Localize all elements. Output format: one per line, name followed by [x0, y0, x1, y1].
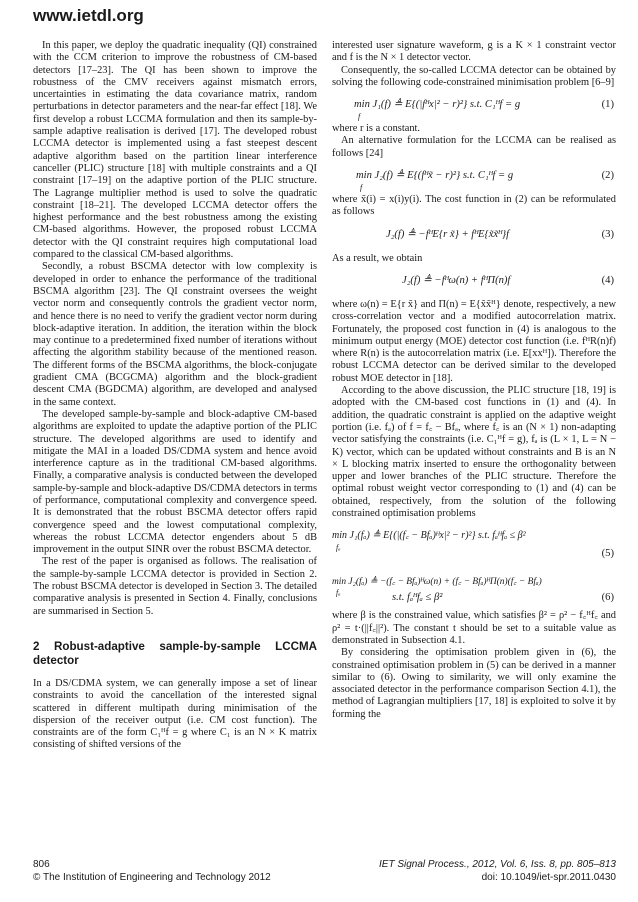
section-heading: 2 Robust-adaptive sample-by-sample LCCMA detector [33, 639, 317, 667]
right-column [332, 40, 616, 721]
equation-4 [332, 265, 616, 299]
equation-body: min J₂(f) ≜ E{(fᴴx̃ − r)²} s.t. C₁ᴴf = g [356, 170, 514, 182]
paragraph: Secondly, a robust BSCMA detector with low complexity is developed in order to enhance the performance of the traditional BSCMA algorithm [23]. The QI constraint oversees the weight vector norm and consequently controls the gradient vector norm, and hence there is no need to verify the gradient vector norm during block-adaptive iteration. In addition, the iteration within the block may continue to a predetermined fixed number of iterations without affecting the algorithm stability because of the mentioned reason. The different forms of the BSCMA algorithms, the block-conjugate gradient CMA (BCGCMA) algorithm and the block-gradient descent CMA (BGDCMA) algorithm, are developed and analysed in the same context. [33, 261, 317, 408]
paragraph: The rest of the paper is organised as follows. The realisation of the sample-by-sample LCCMA detector is provided in Section 2. The robust BSCMA detector is developed in Section 3. The detailed comparative analysis is presented in Section 4. Finally, conclusions are summarised in Section 5. [33, 556, 317, 617]
copyright: © The Institution of Engineering and Technology 2012 [33, 872, 271, 883]
equation-number: (3) [601, 228, 614, 240]
equation-body: min J₁(f) ≜ E{(|fᴴx|² − r)²} s.t. C₁ᴴf = g [354, 99, 521, 111]
equation-2 [332, 160, 616, 194]
paragraph: According to the above discussion, the PLIC structure [18, 19] is adopted with the CM-based cost functions in (1) and (4). In addition, the quadratic constraint is applied on the adaptive weight portion (i.e. fₐ) of f = f꜀ − Bfₐ, where f꜀ is an (N × 1) non-adapting vector satisfying the constraints (i.e. C₁ᴴf = g), fₐ is (L × 1, L = N − K) vector, which can be updated without constraints and B is an N × L blocking matrix inserted to ensure the orthogonality between upper and lower branches of the PLIC structure. Therefore the optimal robust weight vector corresponding to (1) and (4) can be obtained, respectively, from the solution of the following constrained optimisation problems [332, 385, 616, 520]
equation-number: (5) [601, 548, 614, 560]
paragraph: interested user signature waveform, g is a K × 1 constraint vector and f is the N × 1 detector vector. [332, 40, 616, 64]
site-url[interactable]: www.ietdl.org [33, 6, 144, 25]
equation-1 [332, 89, 616, 123]
paragraph: As a result, we obtain [332, 252, 423, 264]
footer-right [379, 858, 616, 884]
equation-subscript: fₐ [336, 588, 341, 598]
equation-constraint: s.t. fₐᴴfₐ ≤ β² [392, 592, 443, 604]
paragraph: An alternative formulation for the LCCMA can be realised as follows [24] [332, 135, 616, 159]
equation-body: J₂(f) ≜ −fᴴω(n) + fᴴΠ(n)f [402, 274, 511, 286]
equation-subscript: f [358, 112, 361, 122]
doi[interactable]: doi: 10.1049/iet-spr.2011.0430 [481, 872, 616, 883]
equation-body: min J₁(fₐ) ≜ E{(|(f꜀ − Bfₐ)ᴴx|² − r)²} s.t. fₐᴴfₐ ≤ β² [332, 530, 526, 542]
paragraph: Consequently, the so-called LCCMA detector can be obtained by solving the following code-constrained minimisation problem [6–9] [332, 64, 616, 88]
footer-left [33, 858, 271, 884]
paragraph: By considering the optimisation problem given in (6), the constrained optimisation problem in (5) can be derived in a manner similar to (6). Owing to similarity, we will only examine the associated detector in the performance comparison Section 4.1), the method of Lagrangian multipliers [17, 18] is exploited to solve it by forming the [332, 647, 616, 720]
journal-citation: IET Signal Process., 2012, Vol. 6, Iss. 8, pp. 805–813 [379, 859, 616, 870]
page-number: 806 [33, 859, 50, 870]
paragraph: where ω(n) = E{r x̃} and Π(n) = E{x̃x̃ᴴ} denote, respectively, a new cross-correlation vector and a modified autocorrelation matrix. Fortunately, the proposed cost function in (4) is analogous to the minimum output energy (MOE) detector cost function (i.e. fᴴR(n)f) where R(n) is the autocorrelation matrix (i.e. E[xxᴴ]). Therefore the robust LCCMA detector can be derived similar to the developed robust MOE detector in [18]. [332, 298, 616, 384]
equation-subscript: fₐ [336, 543, 341, 553]
equation-number: (4) [601, 274, 614, 286]
paragraph: In a DS/CDMA system, we can generally impose a set of linear constraints to avoid the cancellation of the interested signal scattered in different multipath during minimisation of the dispersion of the receiver output (i.e. CM cost function). The constraints are of the form C₁ᴴf = g where C₁ is an N × K matrix consisting of shifted versions of the [33, 677, 317, 751]
equation-number: (6) [601, 592, 614, 604]
paragraph: The developed sample-by-sample and block-adaptive CM-based algorithms are exploited to update the adaptive portion of the PLIC structure. The developed algorithms are used to identify and mitigate the MAI in a loaded DS/CDMA system and hence avoid interference capture as in the traditional CM-based algorithms. Finally, a comparative analysis is conducted between the developed sample-by-sample and block-adaptive DS/CDMA detectors in terms of performance, computational complexity and convergence speed. It is demonstrated that the robust BSCMA detector offers rapid convergence speed and the lowest computational complexity, whereas the robust LCCMA detector engenders about 5 dB improvement in the output SINR over the robust BSCMA detector. [33, 408, 317, 556]
equation-body: min J₂(fₐ) ≜ −(f꜀ − Bfₐ)ᴴω(n) + (f꜀ − Bfₐ)ᴴΠ(n)(f꜀ − Bfₐ) [332, 577, 542, 588]
equation-5 [332, 520, 616, 566]
equation-number: (1) [601, 99, 614, 111]
paragraph: In this paper, we deploy the quadratic inequality (QI) constrained with the CCM criterion to improve the robustness of CM-based detectors [17–23]. The QI has been shown to improve the robustness of the CMV receivers against mismatch errors, uncertainties in estimating the data covariance matrix, random perturbations in detector parameters and the near-far effect [18]. We first develop a robust LCCMA formulation and then its sample-by-sample adaptive realisation is derived [17]. The developed robust LCCMA detector is implemented using a fast steepest descent adaptive algorithm based on the partition linear interference canceller (PLIC) structure [18] with multiple constraints and a QI constraint [17–19] on the adaptive portion of the PLIC structure. The Lagrange multiplier method is used to solve the quadratic constraint [18–21]. The developed LCCMA detector offers the highest performance and the best robustness among the existing CM-based algorithms. However, the proposed robust LCCMA detector with the QI constraint requires high computational load compared to the classical CM-based algorithms. [33, 40, 317, 261]
paragraph: where r is a constant. [332, 123, 421, 135]
paragraph: where β is the constrained value, which satisfies β² = ρ² − f꜀ᴴf꜀ and ρ² = t·(||f꜀||²). The constant t should be set to a suitable value as demonstrated in Subsection 4.1. [332, 610, 616, 646]
equation-body: J₂(f) ≜ −fᴴE{r x̃} + fᴴE{x̃x̃ᴴ}f [386, 228, 510, 240]
equation-6 [332, 566, 616, 610]
left-column [33, 40, 317, 752]
equation-number: (2) [601, 170, 614, 182]
equation-3 [332, 219, 616, 253]
equation-subscript: f [360, 183, 363, 193]
paragraph: where x̃(i) = x(i)y(i). The cost function in (2) can be reformulated as follows [332, 194, 616, 218]
